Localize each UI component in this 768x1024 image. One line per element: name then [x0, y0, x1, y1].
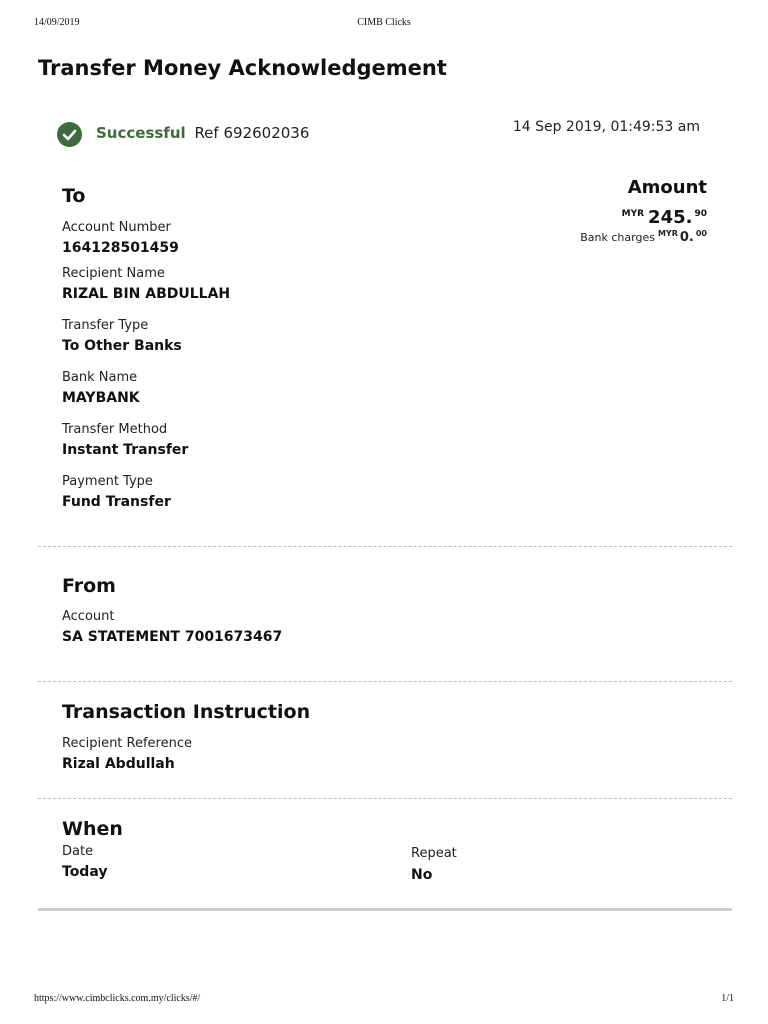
amount-title: Amount — [627, 177, 707, 198]
from-account-value: SA STATEMENT 7001673467 — [62, 629, 283, 645]
to-section-title: To — [62, 185, 86, 207]
repeat-value: No — [411, 867, 433, 883]
payment-type-value: Fund Transfer — [62, 494, 171, 510]
status-ref-number: 692602036 — [223, 124, 310, 142]
print-page-number: 1/1 — [721, 993, 734, 1004]
section-divider — [38, 546, 732, 547]
amount-value — [580, 207, 707, 228]
page-title: Transfer Money Acknowledgement — [38, 56, 447, 80]
amount-decimals: 90 — [694, 209, 707, 219]
bank-charges-integer: 0. — [679, 230, 694, 245]
amount-integer: 245. — [648, 207, 693, 228]
status-success-label: Successful — [96, 124, 186, 142]
account-number-label: Account Number — [62, 220, 171, 235]
date-value: Today — [62, 864, 108, 880]
date-label: Date — [62, 844, 94, 859]
print-url: https://www.cimbclicks.com.my/clicks/#/ — [34, 993, 201, 1004]
transfer-method-value: Instant Transfer — [62, 442, 189, 458]
status-text — [96, 124, 309, 142]
transfer-type-label: Transfer Type — [62, 318, 149, 333]
bank-charges-label: Bank charges — [580, 231, 655, 244]
when-section-title: When — [62, 818, 123, 840]
transfer-method-label: Transfer Method — [62, 422, 168, 437]
from-account-label: Account — [62, 609, 115, 624]
account-number-value: 164128501459 — [62, 240, 179, 256]
status-ref-label: Ref — [194, 124, 219, 142]
check-circle-icon — [57, 122, 82, 147]
bank-charges-currency: MYR — [657, 229, 678, 238]
recipient-reference-label: Recipient Reference — [62, 736, 192, 751]
transfer-type-value: To Other Banks — [62, 338, 182, 354]
recipient-name-value: RIZAL BIN ABDULLAH — [62, 286, 231, 302]
section-divider — [38, 681, 732, 682]
print-site-title: CIMB Clicks — [357, 17, 411, 28]
bank-charges — [580, 229, 707, 245]
recipient-name-label: Recipient Name — [62, 266, 165, 281]
recipient-reference-value: Rizal Abdullah — [62, 756, 175, 772]
bank-name-value: MAYBANK — [62, 390, 140, 406]
section-divider — [38, 798, 732, 799]
repeat-label: Repeat — [411, 846, 457, 861]
bottom-divider — [38, 908, 732, 911]
instruction-section-title: Transaction Instruction — [62, 701, 311, 723]
status-datetime: 14 Sep 2019, 01:49:53 am — [512, 119, 700, 135]
payment-type-label: Payment Type — [62, 474, 153, 489]
amount-currency: MYR — [621, 209, 645, 219]
bank-charges-decimals: 00 — [695, 229, 707, 238]
bank-name-label: Bank Name — [62, 370, 138, 385]
amount-block — [580, 177, 707, 245]
status-row — [57, 119, 700, 148]
from-section-title: From — [62, 575, 116, 597]
print-date: 14/09/2019 — [34, 17, 80, 28]
